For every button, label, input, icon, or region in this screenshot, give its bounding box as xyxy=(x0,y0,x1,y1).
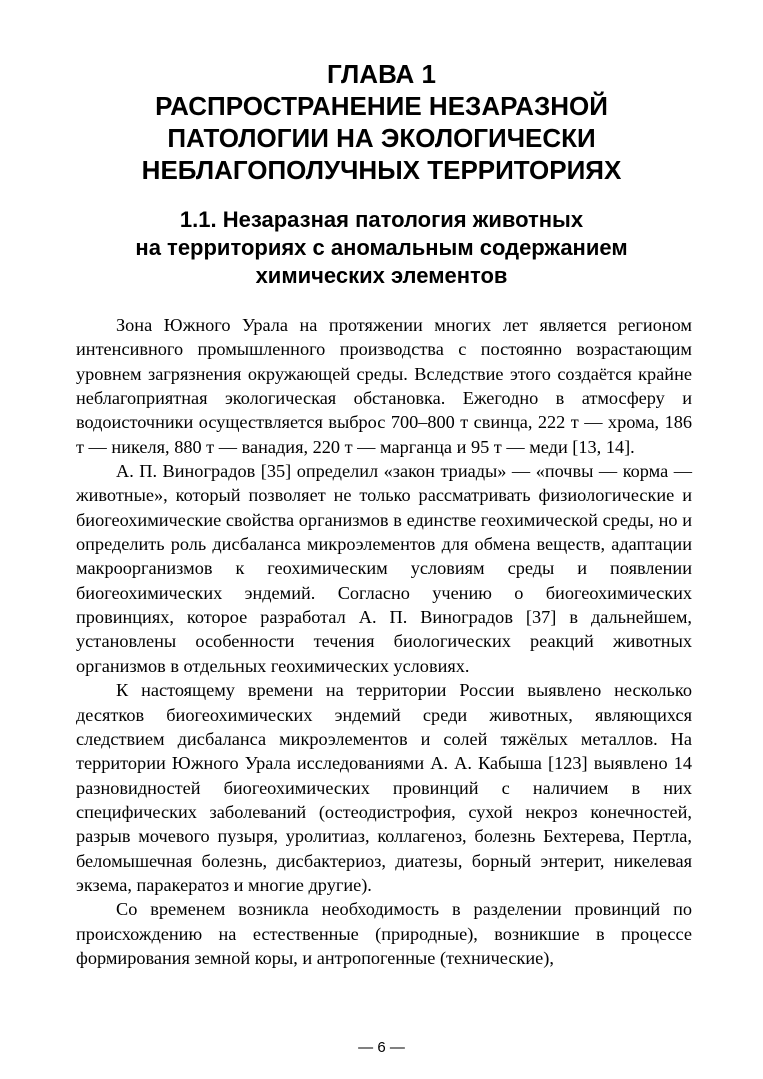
chapter-title xyxy=(40,58,723,186)
paragraph: Со временем возникла необходимость в разделении провинций по происхождению на естественные (природные), возникшие в процессе формирования земной коры, и антропогенные (технические), xyxy=(76,899,692,968)
paragraph: К настоящему времени на территории России выявлено несколько десятков биогеохимических эндемий среди животных, являющихся следствием дисбаланса микроэлементов и солей тяжёлых металлов. На территории Южного Урала исследованиями А. А. Кабыша [123] выявлено 14 разновидностей биогеохимических провинций с наличием в них специфических заболеваний (остеодистрофия, сухой некроз конечностей, разрыв мочевого пузыря, уролитиаз, коллагеноз, болезнь Бехтерева, Пертла, беломышечная болезнь, дисбактериоз, диатезы, борный энтерит, никелевая экзема, паракератоз и многие другие). xyxy=(76,680,692,895)
chapter-title-line: ГЛАВА 1 xyxy=(326,59,437,89)
section-title-line: на территориях с аномальным содержанием xyxy=(135,235,628,260)
chapter-title-line: РАСПРОСТРАНЕНИЕ НЕЗАРАЗНОЙ xyxy=(155,91,608,121)
section-title xyxy=(40,206,723,290)
chapter-title-line: НЕБЛАГОПОЛУЧНЫХ ТЕРРИТОРИЯХ xyxy=(141,155,622,185)
chapter-title-line: ПАТОЛОГИИ НА ЭКОЛОГИЧЕСКИ xyxy=(167,123,596,153)
section-title-line: химических элементов xyxy=(255,263,508,288)
section-title-line: 1.1. Незаразная патология животных xyxy=(179,207,584,232)
body-text xyxy=(76,313,692,970)
page-number: — 6 — xyxy=(358,1039,405,1056)
paragraph: А. П. Виноградов [35] определил «закон триады» — «почвы — корма — животные», который позволяет не только рассматривать физиологические и биогеохимические свойства организмов в единстве геохимической среды, но и определить роль дисбаланса микроэлементов для обмена веществ, адаптации макроорганизмов к геохимическим условиям среды и появлении биогеохимических эндемий. Согласно учению о биогеохимических провинциях, которое разработал А. П. Виноградов [37] в дальнейшем, установлены особенности течения биологических реакций животных организмов в отдельных геохимических условиях. xyxy=(76,461,692,676)
paragraph: Зона Южного Урала на протяжении многих лет является регионом интенсивного промышленного производства с постоянно возрастающим уровнем загрязнения окружающей среды. Вследствие этого создаётся крайне неблагоприятная экологическая обстановка. Ежегодно в атмосферу и водоисточники осуществляется выброс 700–800 т свинца, 222 т — хрома, 186 т — никеля, 880 т — ванадия, 220 т — марганца и 95 т — меди [13, 14]. xyxy=(76,315,692,457)
